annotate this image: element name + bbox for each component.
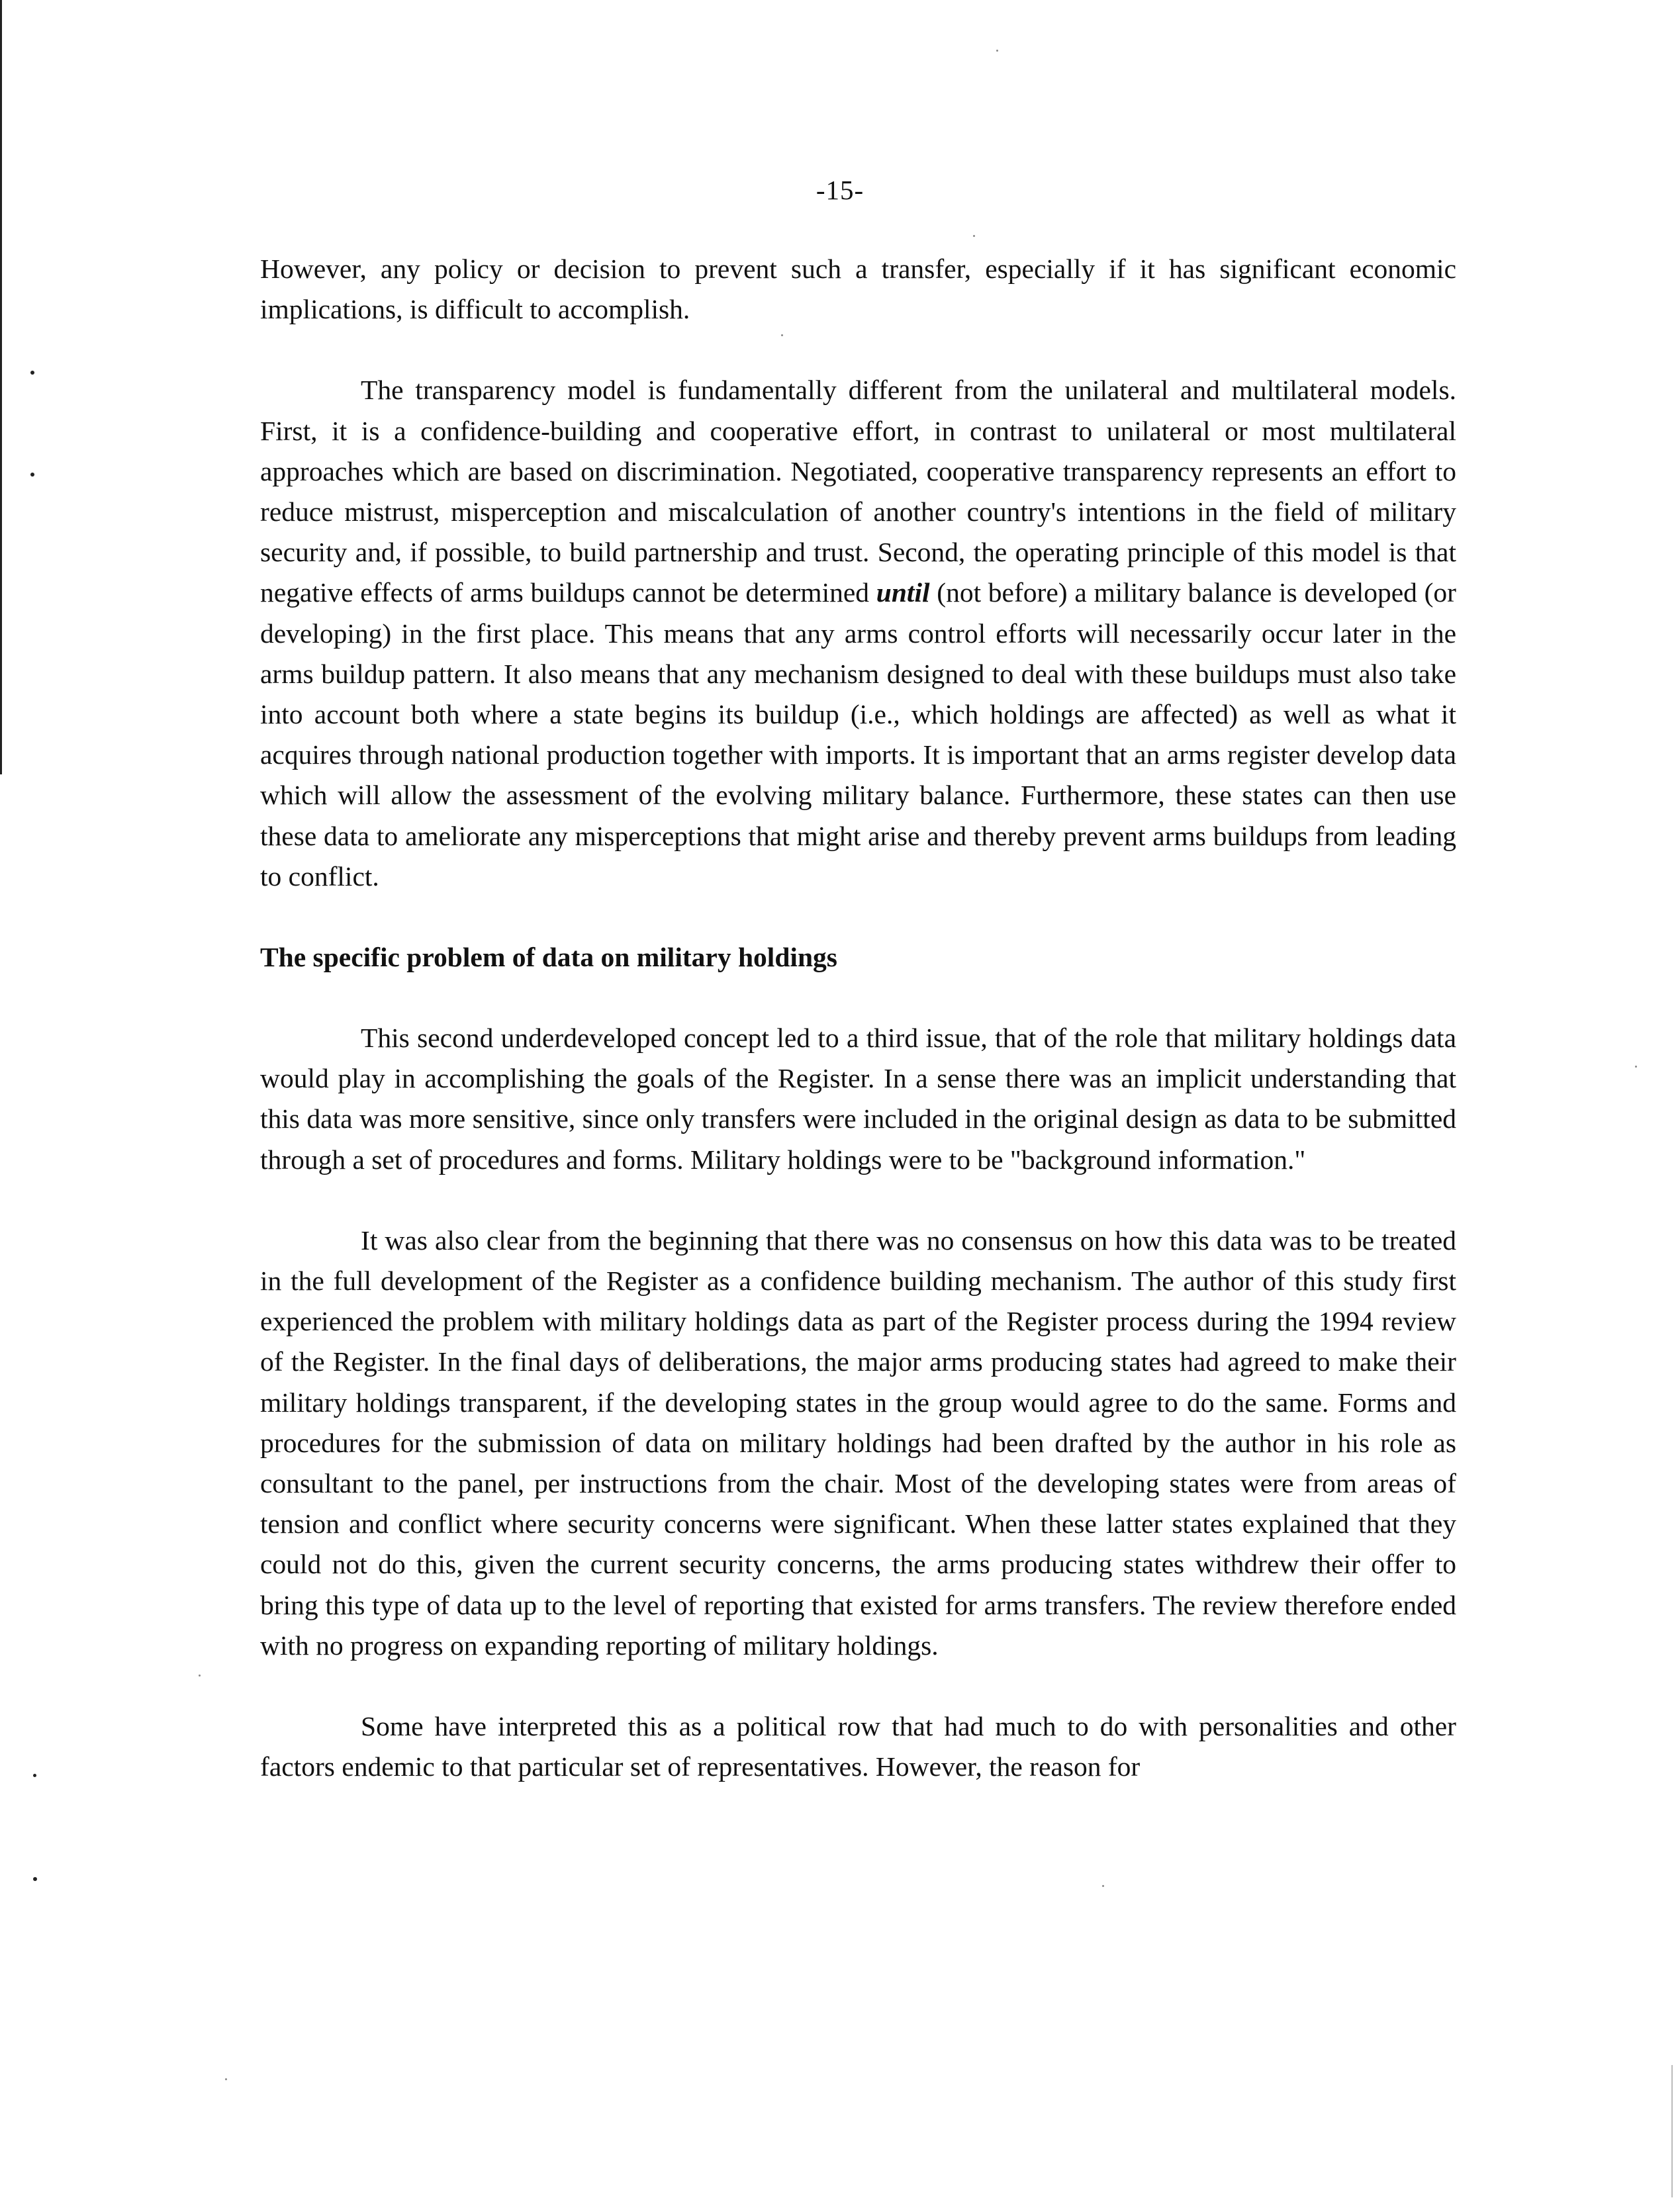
paragraph-text-part: The transparency model is fundamentally different from the unilateral and multilateral models. First, it is a confidence-building and cooperative effort, in contrast to unilateral or most multilateral approaches which are based on discrimination. Negotiated, cooperative transparency represents an effort to reduce mistrust, misperception and miscalculation of another country's intentions in the field of military security and, if possible, to build partnership and trust. Second, the operating principle of this model is that negative effects of arms buildups cannot be determined: [260, 375, 1456, 608]
body-text: [260, 249, 1456, 1828]
scan-speck: [1635, 1066, 1637, 1068]
paragraph-transfer-policy: However, any policy or decision to prevent such a transfer, especially if it has significant economic implications, is difficult to accomplish.: [260, 253, 1456, 325]
scan-speck: [996, 50, 998, 52]
scan-speck: [30, 473, 34, 477]
section-heading: The specific problem of data on military holdings: [260, 942, 837, 973]
scan-speck: [30, 371, 34, 375]
scan-speck: [973, 235, 975, 237]
scan-edge-line: [0, 0, 2, 774]
scan-speck: [33, 1877, 37, 1881]
paragraph-holdings-concept: This second underdeveloped concept led to a third issue, that of the role that military holdings data would play in accomplishing the goals of the Register. In a sense there was an implicit understanding that this data was more sensitive, since only transfers were included in the original design as data to be submitted through a set of procedures and forms. Military holdings were to be "background information.": [260, 1023, 1456, 1175]
paragraph-transparency-model: [260, 370, 1456, 897]
paragraph-political-row: Some have interpreted this as a political row that had much to do with personalities and other factors endemic to that particular set of representatives. However, the reason for: [260, 1711, 1456, 1782]
page-number: -15-: [816, 175, 864, 205]
scan-speck: [1671, 2065, 1673, 2197]
scan-speck: [199, 1675, 201, 1677]
paragraph-register-review: It was also clear from the beginning that there was no consensus on how this data was to be treated in the full development of the Register as a confidence building mechanism. The author of this study first experienced the problem with military holdings data as part of the Register process during the 1994 review of the Register. In the final days of deliberations, the major arms producing states had agreed to make their military holdings transparent, if the developing states in the group would agree to do the same. Forms and procedures for the submission of data on military holdings had been drafted by the author in his role as consultant to the panel, per instructions from the chair. Most of the developing states were from areas of tension and conflict where security concerns were significant. When these latter states explained that they could not do this, given the current security concerns, the arms producing states withdrew their offer to bring this type of data up to the level of reporting that existed for arms transfers. The review therefore ended with no progress on expanding reporting of military holdings.: [260, 1224, 1456, 1661]
scan-speck: [225, 2078, 227, 2080]
emphasized-word: until: [876, 577, 930, 608]
scan-speck: [33, 1774, 36, 1777]
paragraph-text-part: (not before) a military balance is developed (or developing) in the first place. This means that any arms control efforts will necessarily occur later in the arms buildup pattern. It also means that any mechanism designed to deal with these buildups must also take into account both where a state begins its buildup (i.e., which holdings are affected) as well as what it acquires through national production together with imports. It is important that an arms register develop data which will allow the assessment of the evolving military balance. Furthermore, these states can then use these data to ameliorate any misperceptions that might arise and thereby prevent arms buildups from leading to conflict.: [260, 577, 1457, 892]
scan-speck: [1102, 1885, 1104, 1887]
